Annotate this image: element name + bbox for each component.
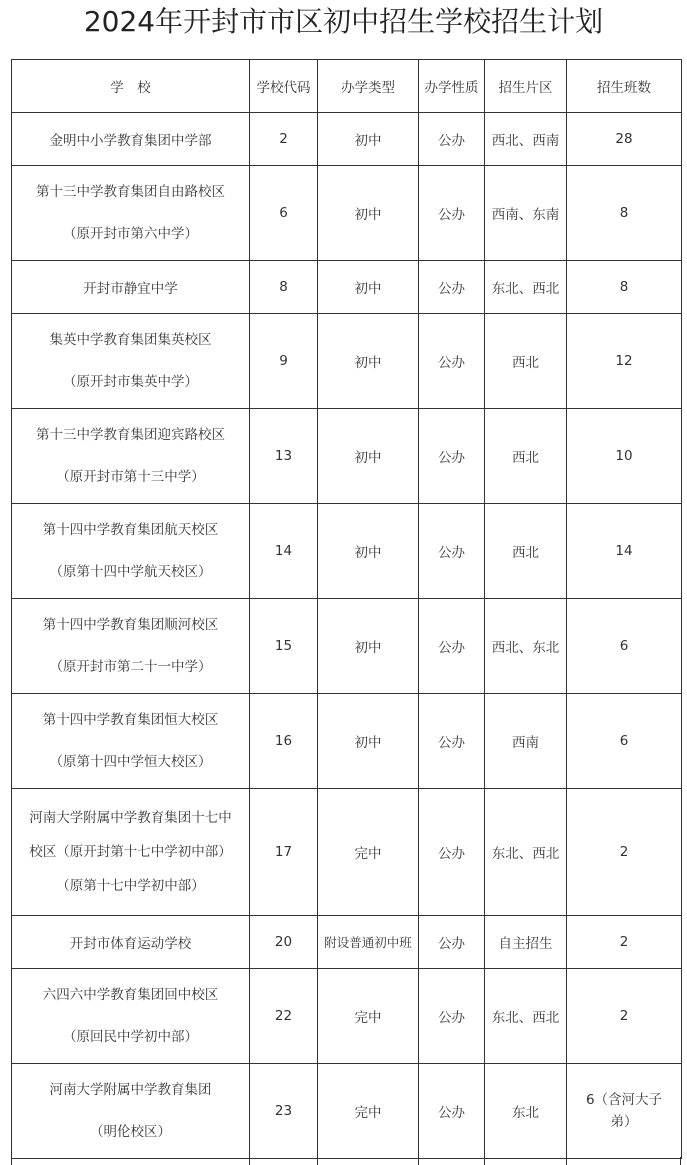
school-former-name-line: （原第十四中学恒大校区） — [49, 754, 212, 770]
school-code-cell: 17 — [250, 789, 318, 916]
school-nature-cell: 公办 — [419, 694, 485, 789]
column-divider — [566, 1157, 567, 1165]
school-type-cell: 初中 — [318, 504, 419, 599]
school-code-cell: 9 — [250, 314, 318, 409]
school-name-cell — [12, 409, 250, 504]
enrollment-area-cell: 西北、东北 — [485, 599, 567, 694]
page-title: 2024年开封市市区初中招生学校招生计划 — [83, 5, 604, 38]
table-row — [12, 599, 682, 694]
school-code-cell: 6 — [250, 166, 318, 261]
school-code-cell: 2 — [250, 113, 318, 166]
class-count-cell: 8 — [567, 166, 682, 261]
header-code: 学校代码 — [250, 60, 318, 113]
header-row — [12, 60, 682, 113]
school-name-line: 金明中小学教育集团中学部 — [49, 133, 212, 149]
enrollment-area-cell: 东北 — [485, 1064, 567, 1159]
school-name-cell — [12, 599, 250, 694]
school-name-line: 第十四中学教育集团航天校区 — [42, 522, 219, 538]
school-name-line: 河南大学附属中学教育集团 — [49, 1082, 212, 1098]
enrollment-area-cell: 西北 — [485, 409, 567, 504]
school-type-cell: 附设普通初中班 — [318, 916, 419, 969]
school-name-line: 河南大学附属中学教育集团十七中 — [29, 810, 232, 826]
enrollment-area-cell: 西南 — [485, 694, 567, 789]
header-type: 办学类型 — [318, 60, 419, 113]
school-former-name-line: （原开封市第二十一中学） — [49, 659, 212, 675]
header-school: 学 校 — [12, 60, 250, 113]
school-code-cell: 13 — [250, 409, 318, 504]
next-row-edge — [11, 1157, 681, 1165]
school-name-cell — [12, 113, 250, 166]
school-type-cell: 初中 — [318, 261, 419, 314]
school-former-name-line: （原第十七中学初中部） — [56, 878, 205, 894]
school-name-cell — [12, 504, 250, 599]
class-count-cell: 6 — [567, 694, 682, 789]
school-nature-cell: 公办 — [419, 969, 485, 1064]
school-name-line: 六四六中学教育集团回中校区 — [42, 987, 219, 1003]
school-type-cell: 初中 — [318, 166, 419, 261]
school-type-cell: 初中 — [318, 113, 419, 166]
column-divider — [249, 1157, 250, 1165]
school-code-cell: 22 — [250, 969, 318, 1064]
enrollment-area-cell: 西北、西南 — [485, 113, 567, 166]
table-row — [12, 409, 682, 504]
school-name-cell — [12, 261, 250, 314]
school-nature-cell: 公办 — [419, 504, 485, 599]
school-nature-cell: 公办 — [419, 599, 485, 694]
header-classes: 招生班数 — [567, 60, 682, 113]
class-count-cell: 14 — [567, 504, 682, 599]
school-former-name-line: （原回民中学初中部） — [63, 1029, 198, 1045]
table-row — [12, 916, 682, 969]
school-name-cell — [12, 969, 250, 1064]
enrollment-area-cell: 西南、东南 — [485, 166, 567, 261]
school-type-cell: 完中 — [318, 789, 419, 916]
column-divider — [418, 1157, 419, 1165]
enrollment-area-cell: 自主招生 — [485, 916, 567, 969]
school-name-line: 第十三中学教育集团迎宾路校区 — [36, 427, 225, 443]
school-code-cell: 8 — [250, 261, 318, 314]
class-count-cell: 2 — [567, 789, 682, 916]
school-nature-cell: 公办 — [419, 789, 485, 916]
class-count-cell: 28 — [567, 113, 682, 166]
enrollment-area-cell: 东北、西北 — [485, 969, 567, 1064]
table-row — [12, 969, 682, 1064]
table-row — [12, 166, 682, 261]
school-nature-cell: 公办 — [419, 314, 485, 409]
school-name-cell — [12, 1064, 250, 1159]
school-type-cell: 完中 — [318, 1064, 419, 1159]
school-name-line: 开封市静宜中学 — [83, 281, 178, 297]
school-code-cell: 23 — [250, 1064, 318, 1159]
table-row — [12, 113, 682, 166]
school-name-cell — [12, 694, 250, 789]
school-code-cell: 15 — [250, 599, 318, 694]
school-type-cell: 初中 — [318, 694, 419, 789]
enrollment-plan-table — [11, 59, 682, 1159]
class-count-cell: 6（含河大子弟） — [567, 1064, 682, 1159]
school-type-cell: 初中 — [318, 409, 419, 504]
header-area: 招生片区 — [485, 60, 567, 113]
school-nature-cell: 公办 — [419, 916, 485, 969]
class-count-cell: 10 — [567, 409, 682, 504]
class-count-cell: 6 — [567, 599, 682, 694]
table-row — [12, 789, 682, 916]
school-name-cell — [12, 916, 250, 969]
class-count-cell: 12 — [567, 314, 682, 409]
table-row — [12, 314, 682, 409]
school-former-name-line: （原开封市第十三中学） — [56, 469, 205, 485]
school-code-cell: 16 — [250, 694, 318, 789]
school-code-cell: 14 — [250, 504, 318, 599]
header-nature: 办学性质 — [419, 60, 485, 113]
school-name-line: 第十四中学教育集团顺河校区 — [42, 617, 219, 633]
column-divider — [484, 1157, 485, 1165]
school-nature-cell: 公办 — [419, 166, 485, 261]
school-former-name-line: （原第十四中学航天校区） — [49, 564, 212, 580]
school-type-cell: 完中 — [318, 969, 419, 1064]
school-former-name-line: （原开封市集英中学） — [63, 374, 198, 390]
school-name-line: 第十四中学教育集团恒大校区 — [42, 712, 219, 728]
class-count-cell: 2 — [567, 969, 682, 1064]
school-type-cell: 初中 — [318, 314, 419, 409]
school-type-cell: 初中 — [318, 599, 419, 694]
school-nature-cell: 公办 — [419, 261, 485, 314]
school-nature-cell: 公办 — [419, 113, 485, 166]
enrollment-area-cell: 西北 — [485, 504, 567, 599]
table-row — [12, 504, 682, 599]
class-count-cell: 2 — [567, 916, 682, 969]
enrollment-area-cell: 东北、西北 — [485, 261, 567, 314]
school-name-cell — [12, 314, 250, 409]
table-row — [12, 694, 682, 789]
school-name-line: 第十三中学教育集团自由路校区 — [36, 184, 225, 200]
school-name-cell — [12, 166, 250, 261]
column-divider — [317, 1157, 318, 1165]
class-count-cell: 8 — [567, 261, 682, 314]
school-former-name-line: （明伦校区） — [90, 1124, 171, 1140]
enrollment-area-cell: 西北 — [485, 314, 567, 409]
school-name-line: 开封市体育运动学校 — [69, 936, 192, 952]
school-name-line: 集英中学教育集团集英校区 — [49, 332, 212, 348]
school-code-cell: 20 — [250, 916, 318, 969]
enrollment-area-cell: 东北、西北 — [485, 789, 567, 916]
school-name-line: 校区（原开封第十七中学初中部） — [29, 844, 232, 860]
school-former-name-line: （原开封市第六中学） — [63, 226, 198, 242]
school-nature-cell: 公办 — [419, 1064, 485, 1159]
school-name-cell — [12, 789, 250, 916]
school-nature-cell: 公办 — [419, 409, 485, 504]
table-row — [12, 261, 682, 314]
table-row — [12, 1064, 682, 1159]
